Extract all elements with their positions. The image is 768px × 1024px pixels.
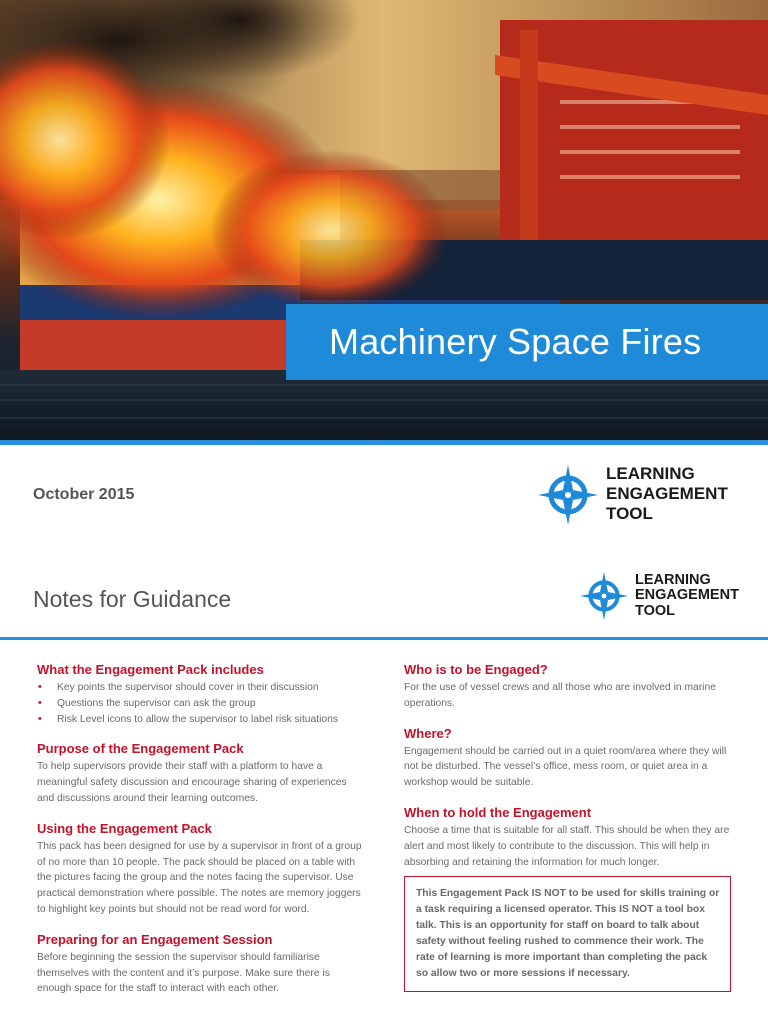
when-section	[404, 805, 734, 870]
logo-line-3: TOOL	[606, 504, 653, 523]
logo-line-2: ENGAGEMENT	[635, 587, 739, 604]
notice-box	[404, 876, 731, 991]
purpose-text: To help supervisors provide their staff with a platform to have a meaningful safety discussion and encourage sharing of experiences and discussions around their learning outcomes.	[37, 761, 347, 804]
hero-image	[0, 0, 768, 440]
section-divider	[0, 637, 768, 640]
where-heading: Where?	[404, 725, 452, 741]
preparing-section	[37, 932, 365, 997]
list-item: • Key points the supervisor should cover in their discussion	[37, 680, 365, 696]
document-date: October 2015	[33, 486, 135, 503]
includes-heading: What the Engagement Pack includes	[37, 662, 264, 677]
hero-divider	[0, 440, 768, 445]
logo-line-3: TOOL	[635, 602, 676, 619]
learning-engagement-tool-logo	[538, 465, 728, 525]
compass-star-icon	[538, 465, 598, 525]
learning-engagement-tool-logo-small	[580, 572, 739, 620]
when-heading: When to hold the Engagement	[404, 804, 592, 820]
notice-text: This Engagement Pack IS NOT to be used for skills training or a task requiring a licensed operator. This IS NOT a tool box talk. This is an opportunity for staff on board to talk about safety without feeling rushed to commence their work. The rate of learning is more important than completing the pack so allow two or more sessions if necessary.	[416, 888, 720, 979]
notes-title: Notes for Guidance	[33, 586, 232, 612]
includes-list	[37, 680, 365, 727]
using-section	[37, 821, 365, 918]
purpose-section	[37, 741, 365, 806]
purpose-heading: Purpose of the Engagement Pack	[37, 741, 244, 757]
using-text: This pack has been designed for use by a supervisor in front of a group of no more than 10 people. The pack should be placed on a table with the pictures facing the group and the notes facing the supervisor. Use practical demonstration where possible. The notes are memory joggers to highlight key points but should not be read word for word.	[37, 840, 362, 915]
using-heading: Using the Engagement Pack	[37, 820, 212, 836]
where-text: Engagement should be carried out in a quiet room/area where they will not be disturbed. The vessel’s office, mess room, or quiet area in a workshop would be suitable.	[404, 745, 727, 789]
compass-star-icon	[580, 572, 628, 620]
where-section	[404, 726, 734, 791]
preparing-heading: Preparing for an Engagement Session	[37, 931, 273, 947]
logo-line-2: ENGAGEMENT	[606, 484, 728, 503]
right-column	[404, 662, 734, 992]
document-title: Machinery Space Fires	[329, 321, 702, 362]
who-text: For the use of vessel crews and all those who are involved in marine operations.	[404, 682, 716, 709]
logo-line-1: LEARNING	[635, 571, 711, 588]
who-section	[404, 662, 734, 712]
preparing-text: Before beginning the session the supervisor should familiarise themselves with the content and it’s purpose. Make sure there is enough space for the staff to interact with each other.	[37, 951, 330, 995]
left-column	[37, 662, 365, 1011]
list-item: • Questions the supervisor can ask the group	[37, 696, 365, 712]
logo-line-1: LEARNING	[606, 464, 695, 483]
who-heading: Who is to be Engaged?	[404, 662, 548, 677]
title-banner	[286, 304, 768, 380]
list-item: • Risk Level icons to allow the supervisor to label risk situations	[37, 712, 365, 728]
when-text: Choose a time that is suitable for all staff. This should be when they are alert and most likely to contribute to the discussion. This will help in absorbing and retaining the information for much longer.	[404, 824, 730, 868]
